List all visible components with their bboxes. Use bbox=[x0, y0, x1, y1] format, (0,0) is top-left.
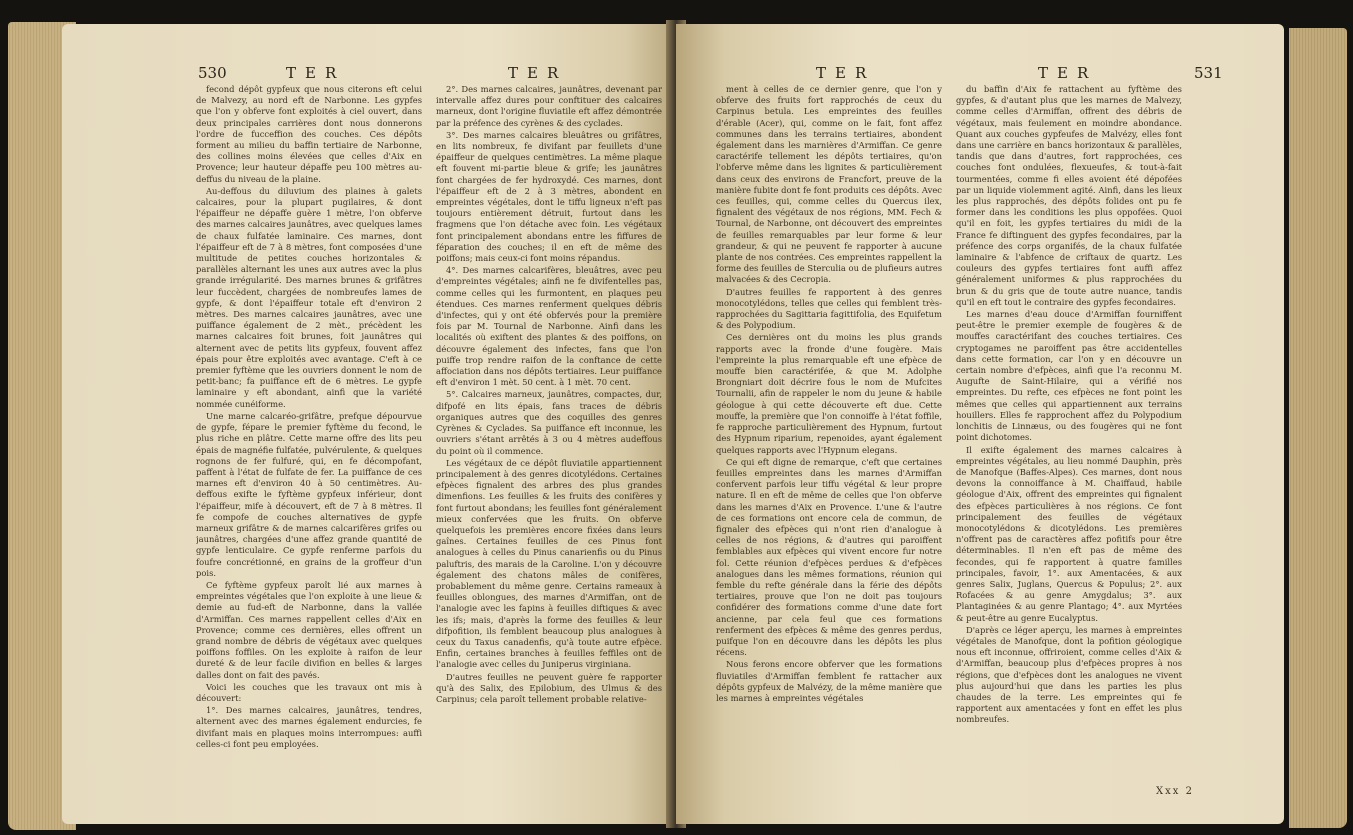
paragraph: D'autres feuilles fe rapportent à des genres monocotylédons, telles que celles qui femblent très-rapprochées du Sagittaria fagittifolia, des Equifetum & des Polypodium. bbox=[716, 286, 942, 331]
paragraph: Il exifte également des marnes calcaires à empreintes végétales, au lieu nommé Dauphin, près de Manofque (Baffes-Alpes). Ces marnes, dont nous devons la connoiffance à M. Chaiffaud, habile géologue d'Aix, offrent des empreintes qui fignalent des efpèces particulières à nos régions. Ce font principalement des feuilles de végétaux monocotylédons & dicotylédons. Les premières n'offrent pas de caractères affez pofitifs pour être déterminables. Il n'en eft pas de même des fecondes, qui fe rapportent à quatre familles principales, favoir, 1°. aux Amentacées, & aux genres Salix, Juglans, Quercus & Populus; 2°. aux Rofacées & au genre Amygdalus; 3°. aux Plantaginées & au genre Plantago; 4°. aux Myrtées & peut-être au genre Eucalyptus. bbox=[956, 444, 1182, 623]
right-page-number: 531 bbox=[1194, 64, 1223, 82]
left-page bbox=[62, 24, 674, 824]
paragraph: Les marnes d'eau douce d'Armiffan fourniffent peut-être le premier exemple de fougères & de mouffes caractérifant des couches tertiaires. Ces cryptogames ne paroiffent pas être accidentelles dans cette formation, car l'on y en découvre un certain nombre d'efpèces, ainfi que l'a reconnu M. Augufte de Saint-Hilaire, qui a vérifié nos empreintes. Du refte, ces efpèces ne font point les mêmes que celles qui appartiennent aux terrains houillers. Elles fe rapprochent affez du Polypodium lonchitis de Linnæus, ou des fougères qui ne font point dichotomes. bbox=[956, 309, 1182, 443]
paragraph: Ce fyftème gypfeux paroît lié aux marnes à empreintes végétales que l'on exploite à une lieue & demie au fud-eft de Narbonne, dans la vallée d'Armiffan. Ces marnes rappellent celles d'Aix en Provence; comme ces dernières, elles offrent un grand nombre de débris de végétaux avec quelques poiffons foffiles. On les exploite à raifon de leur dureté & de leur facile divifion en belles & larges dalles dont on fait des pavés. bbox=[196, 579, 422, 680]
right-page bbox=[676, 24, 1284, 824]
signature-mark: Xxx 2 bbox=[1156, 786, 1194, 797]
paragraph: Nous ferons encore obferver que les formations fluviatiles d'Armiffan femblent fe rattacher aux dépôts gypfeux de Malvézy, de la même manière que les marnes à empreintes végétales bbox=[716, 659, 942, 703]
left-running-head: TER bbox=[286, 64, 346, 82]
paragraph: ment à celles de ce dernier genre, que l'on y obferve des fruits fort rapprochés de ceux du Carpinus betula. Les empreintes des feuilles d'érable (Acer), qui, comme on le fait, font affez communes dans les terrains tertiaires, abondent également dans les marnières d'Armiffan. Ce genre caractérife tellement les dépôts tertiaires, qu'on l'obferve même dans les lignites & particulièrement dans ceux des environs de Francfort, preuve de la manière fubite dont fe font produits ces dépôts. Avec ces feuilles, qui, comme celles du Quercus ilex, fignalent des végétaux de nos régions, MM. Fech & Tournal, de Narbonne, ont découvert des empreintes de feuilles remarquables par leur forme & leur grandeur, & qui ne peuvent fe rapporter à aucune plante de nos contrées. Ces empreintes rappellent la forme des feuilles de Sterculia ou de plufieurs autres malvacées & des Cecropia. bbox=[716, 84, 942, 285]
paragraph: Voici les couches que les travaux ont mis à découvert: bbox=[196, 681, 422, 703]
paragraph: du baffin d'Aix fe rattachent au fyftème des gypfes, & d'autant plus que les marnes de Malvezy, comme celles d'Armiffan, offrent des débris de végétaux, mais feulement en moindre abondance. Quant aux couches gypfeufes de Malvézy, elles font dans une carrière en bancs horizontaux & parallèles, tandis que dans d'autres, fort rapprochées, ces couches font ondulées, flexueufes, & tout-à-fait tourmentées, comme fi elles avoient été dépofées par un liquide violemment agité. Ainfi, dans les lieux les plus rapprochés, des dépôts folides ont pu fe former dans les conditions les plus oppofées. Quoi qu'il en foit, les gypfes tertiaires du midi de la France fe diftinguent des gypfes fecondaires, par la préfence des corps organifés, de la chaux fulfatée laminaire & l'abfence de criftaux de quartz. Les couleurs des gypfes tertiaires font auffi affez généralement uniformes & plus rapprochées du brun & du gris que de toute autre nuance, tandis qu'il en eft tout le contraire des gypfes fecondaires. bbox=[956, 84, 1182, 307]
paragraph: Une marne calcaréo-grifâtre, prefque dépourvue de gypfe, fépare le premier fyftème du fecond, le plus riche en plâtre. Cette marne offre des lits peu épais de magnéfie fulfatée, pulvérulente, & quelques rognons de fer fulfuré, qui, en fe décompofant, paffent à l'état de fulfate de fer. La puiffance de ces marnes eft d'environ 40 à 50 centimètres. Au-deffous exifte le fyftème gypfeux inférieur, dont l'épaiffeur, mife à découvert, eft de 7 à 8 mètres. Il fe compofe de couches alternatives de gypfe marneux grifâtre & de marnes calcarifères grifes ou jaunâtres, chargées d'une affez grande quantité de gypfe lenticulaire. Ce gypfe renferme parfois du foufre concrétionné, en grains de la groffeur d'un pois. bbox=[196, 410, 422, 578]
paragraph: Au-deffous du diluvium des plaines à galets calcaires, pour la plupart pugilaires, & dont l'épaiffeur ne dépaffe guère 1 mètre, l'on obferve des marnes calcaires jaunâtres, avec quelques lames de chaux fulfatée laminaire. Ces marnes, dont l'épaiffeur eft de 7 à 8 mètres, font composées d'une multitude de petites couches horizontales & parallèles alternant les unes aux autres avec la plus grande irrégularité. Des marnes brunes & grifâtres leur fuccèdent, chargées de nombreufes lames de gypfe, & dont l'épaiffeur totale eft d'environ 2 mètres. Des marnes calcaires jaunâtres, avec une puiffance également de 2 mèt., précèdent les marnes calcaires foit brunes, foit jaunâtres qui alternent avec de petits lits gypfeux, fouvent affez épais pour être exploités avec avantage. C'eft à ce premier fyftème que les ouvriers donnent le nom de petit-banc; fa puiffance eft de 6 mètres. Le gypfe laminaire y eft abondant, ainfi que la variété nommée cunéiforme. bbox=[196, 185, 422, 409]
paragraph: Ce qui eft digne de remarque, c'eft que certaines feuilles empreintes dans les marnes d'Armiffan confervent parfois leur tiffu végétal & leur propre nature. Il en eft de même de celles que l'on obferve dans les marnes d'Aix en Provence. L'une & l'autre de ces formations ont encore cela de commun, de fignaler des efpèces qui n'ont rien d'analogue à celles de nos régions, & d'autres qui paroiffent femblables aux efpèces qui vivent encore fur notre fol. Cette réunion d'efpèces perdues & d'efpèces analogues dans les mêmes formations, réunion qui femble du refte générale dans la férie des dépôts tertiaires, prouve que l'on ne doit pas toujours confidérer des formations comme d'une date fort ancienne, par cela feul que ces formations renferment des efpèces & même des genres perdus, puifque l'on en découvre dans les dépôts les plus récens. bbox=[716, 456, 942, 658]
right-running-head-col2: TER bbox=[1038, 64, 1098, 82]
left-page-number: 530 bbox=[198, 64, 227, 82]
right-column-2 bbox=[956, 84, 1182, 784]
paragraph: 4°. Des marnes calcarifères, bleuâtres, avec peu d'empreintes végétales; ainfi ne fe divifentelles pas, comme celles qui les furmontent, en plaques peu étendues. Ces marnes renferment quelques débris d'infectes, qui y ont été obfervés pour la première fois par M. Tournal de Narbonne. Ainfi dans les localités où exiftent des plantes & des poiffons, on découvre également des infectes, fans que l'on puiffe trop rendre raifon de la conftance de cette affociation dans nos dépôts tertiaires. Leur puiffance eft d'environ 1 mèt. 50 cent. à 1 mèt. 70 cent. bbox=[436, 265, 662, 388]
left-column-2 bbox=[436, 84, 662, 784]
paragraph: D'après ce léger aperçu, les marnes à empreintes végétales de Manofque, dont la pofition géologique nous eft inconnue, offriroient, comme celles d'Aix & d'Armiffan, beaucoup plus d'efpèces propres à nos régions, que d'efpèces dont les analogues ne vivent plus aujourd'hui que dans les parties les plus chaudes de la terre. Les empreintes qui fe rapportent aux amentacées y font en effet les plus nombreufes. bbox=[956, 624, 1182, 725]
paragraph: 3°. Des marnes calcaires bleuâtres ou grifâtres, en lits nombreux, fe divifant par feuillets d'une épaiffeur de quelques centimètres. La même plaque eft fouvent mi-partie bleue & grife; les jaunâtres font chargées de fer hydroxydé. Ces marnes, dont l'épaiffeur eft de 2 à 3 mètres, abondent en empreintes végétales, dont le tiffu ligneux n'eft pas toujours entièrement détruit, furtout dans les fragmens que l'on détache avec foin. Les végétaux font principalement abondans entre les fiffures de féparation des couches; il en eft de même des poiffons; mais ceux-ci font moins répandus. bbox=[436, 129, 662, 264]
paragraph: 1°. Des marnes calcaires, jaunâtres, tendres, alternent avec des marnes également endurcies, fe divifant mais en plaques moins interrompues: auffi celles-ci font peu employées. bbox=[196, 705, 422, 749]
right-page-edges bbox=[1289, 28, 1347, 828]
paragraph: Ces dernières ont du moins les plus grands rapports avec la fronde d'une fougère. Mais l'empreinte la plus remarquable eft une efpèce de mouffe bien caractérifée, & que M. Adolphe Brongniart doit décrire fous le nom de Mufcites Tournalii, afin de rappeler le nom du jeune & habile géologue à qui cette découverte eft due. Cette mouffe, la première que l'on connoiffe à l'état foffile, fe rapproche particulièrement des Hypnum, furtout des Hypnum riparium, repenoides, ayant également quelques rapports avec l'Hypnum elegans. bbox=[716, 332, 942, 455]
right-column-1 bbox=[716, 84, 942, 784]
left-column-1 bbox=[196, 84, 422, 784]
paragraph: D'autres feuilles ne peuvent guère fe rapporter qu'à des Salix, des Epilobium, des Ulmus & des Carpinus; cela paroît tellement probable relative- bbox=[436, 671, 662, 704]
paragraph: 2°. Des marnes calcaires, jaunâtres, devenant par intervalle affez dures pour conftituer des calcaires marneux, dont l'origine fluviatile eft affez démontrée par la préfence des cyrènes & des cyclades. bbox=[436, 84, 662, 128]
paragraph: Les végétaux de ce dépôt fluviatile appartiennent principalement à des genres dicotylédons. Certaines efpèces fignalent des arbres des plus grandes dimenfions. Les feuilles & les fruits des conifères y font furtout abondans; les feuilles font généralement mieux confervées que les fruits. On obferve quelquefois les premières encore fixées dans leurs gaînes. Certaines feuilles de ces Pinus font analogues à celles du Pinus canarienfis ou du Pinus paluftris, des marais de la Caroline. L'on y découvre également des chatons mâles de conifères, probablement du même genre. Certains rameaux à feuilles oblongues, des marnes d'Armiffan, ont de l'analogie avec les fapins à feuilles diftiques & avec les ifs; mais, d'après la forme des feuilles & leur difpofition, ils femblent beaucoup plus analogues à ceux du Taxus canadenfis, qu'à toute autre efpèce. Enfin, certaines branches à feuilles feffiles ont de l'analogie avec celles du Juniperus virginiana. bbox=[436, 457, 662, 670]
paragraph: 5°. Calcaires marneux, jaunâtres, compactes, dur, difpofé en lits épais, fans traces de débris organiques autres que des coquilles des genres Cyrènes & Cyclades. Sa puiffance eft inconnue, les ouvriers s'étant arrêtés à 3 ou 4 mètres audeffous du point où il commence. bbox=[436, 389, 662, 456]
right-running-head: TER bbox=[816, 64, 876, 82]
left-running-head-col2: TER bbox=[508, 64, 568, 82]
paragraph: fecond dépôt gypfeux que nous citerons eft celui de Malvezy, au nord eft de Narbonne. Les gypfes que l'on y obferve font exploités à ciel ouvert, dans deux principales carrières dont nous donnerons l'ordre de fucceffion des couches. Ces dépôts forment au milieu du baffin tertiaire de Narbonne, des collines moins élevées que celles d'Aix en Provence; leur hauteur dépaffe peu 100 mètres au-deffus du niveau de la plaine. bbox=[196, 84, 422, 184]
